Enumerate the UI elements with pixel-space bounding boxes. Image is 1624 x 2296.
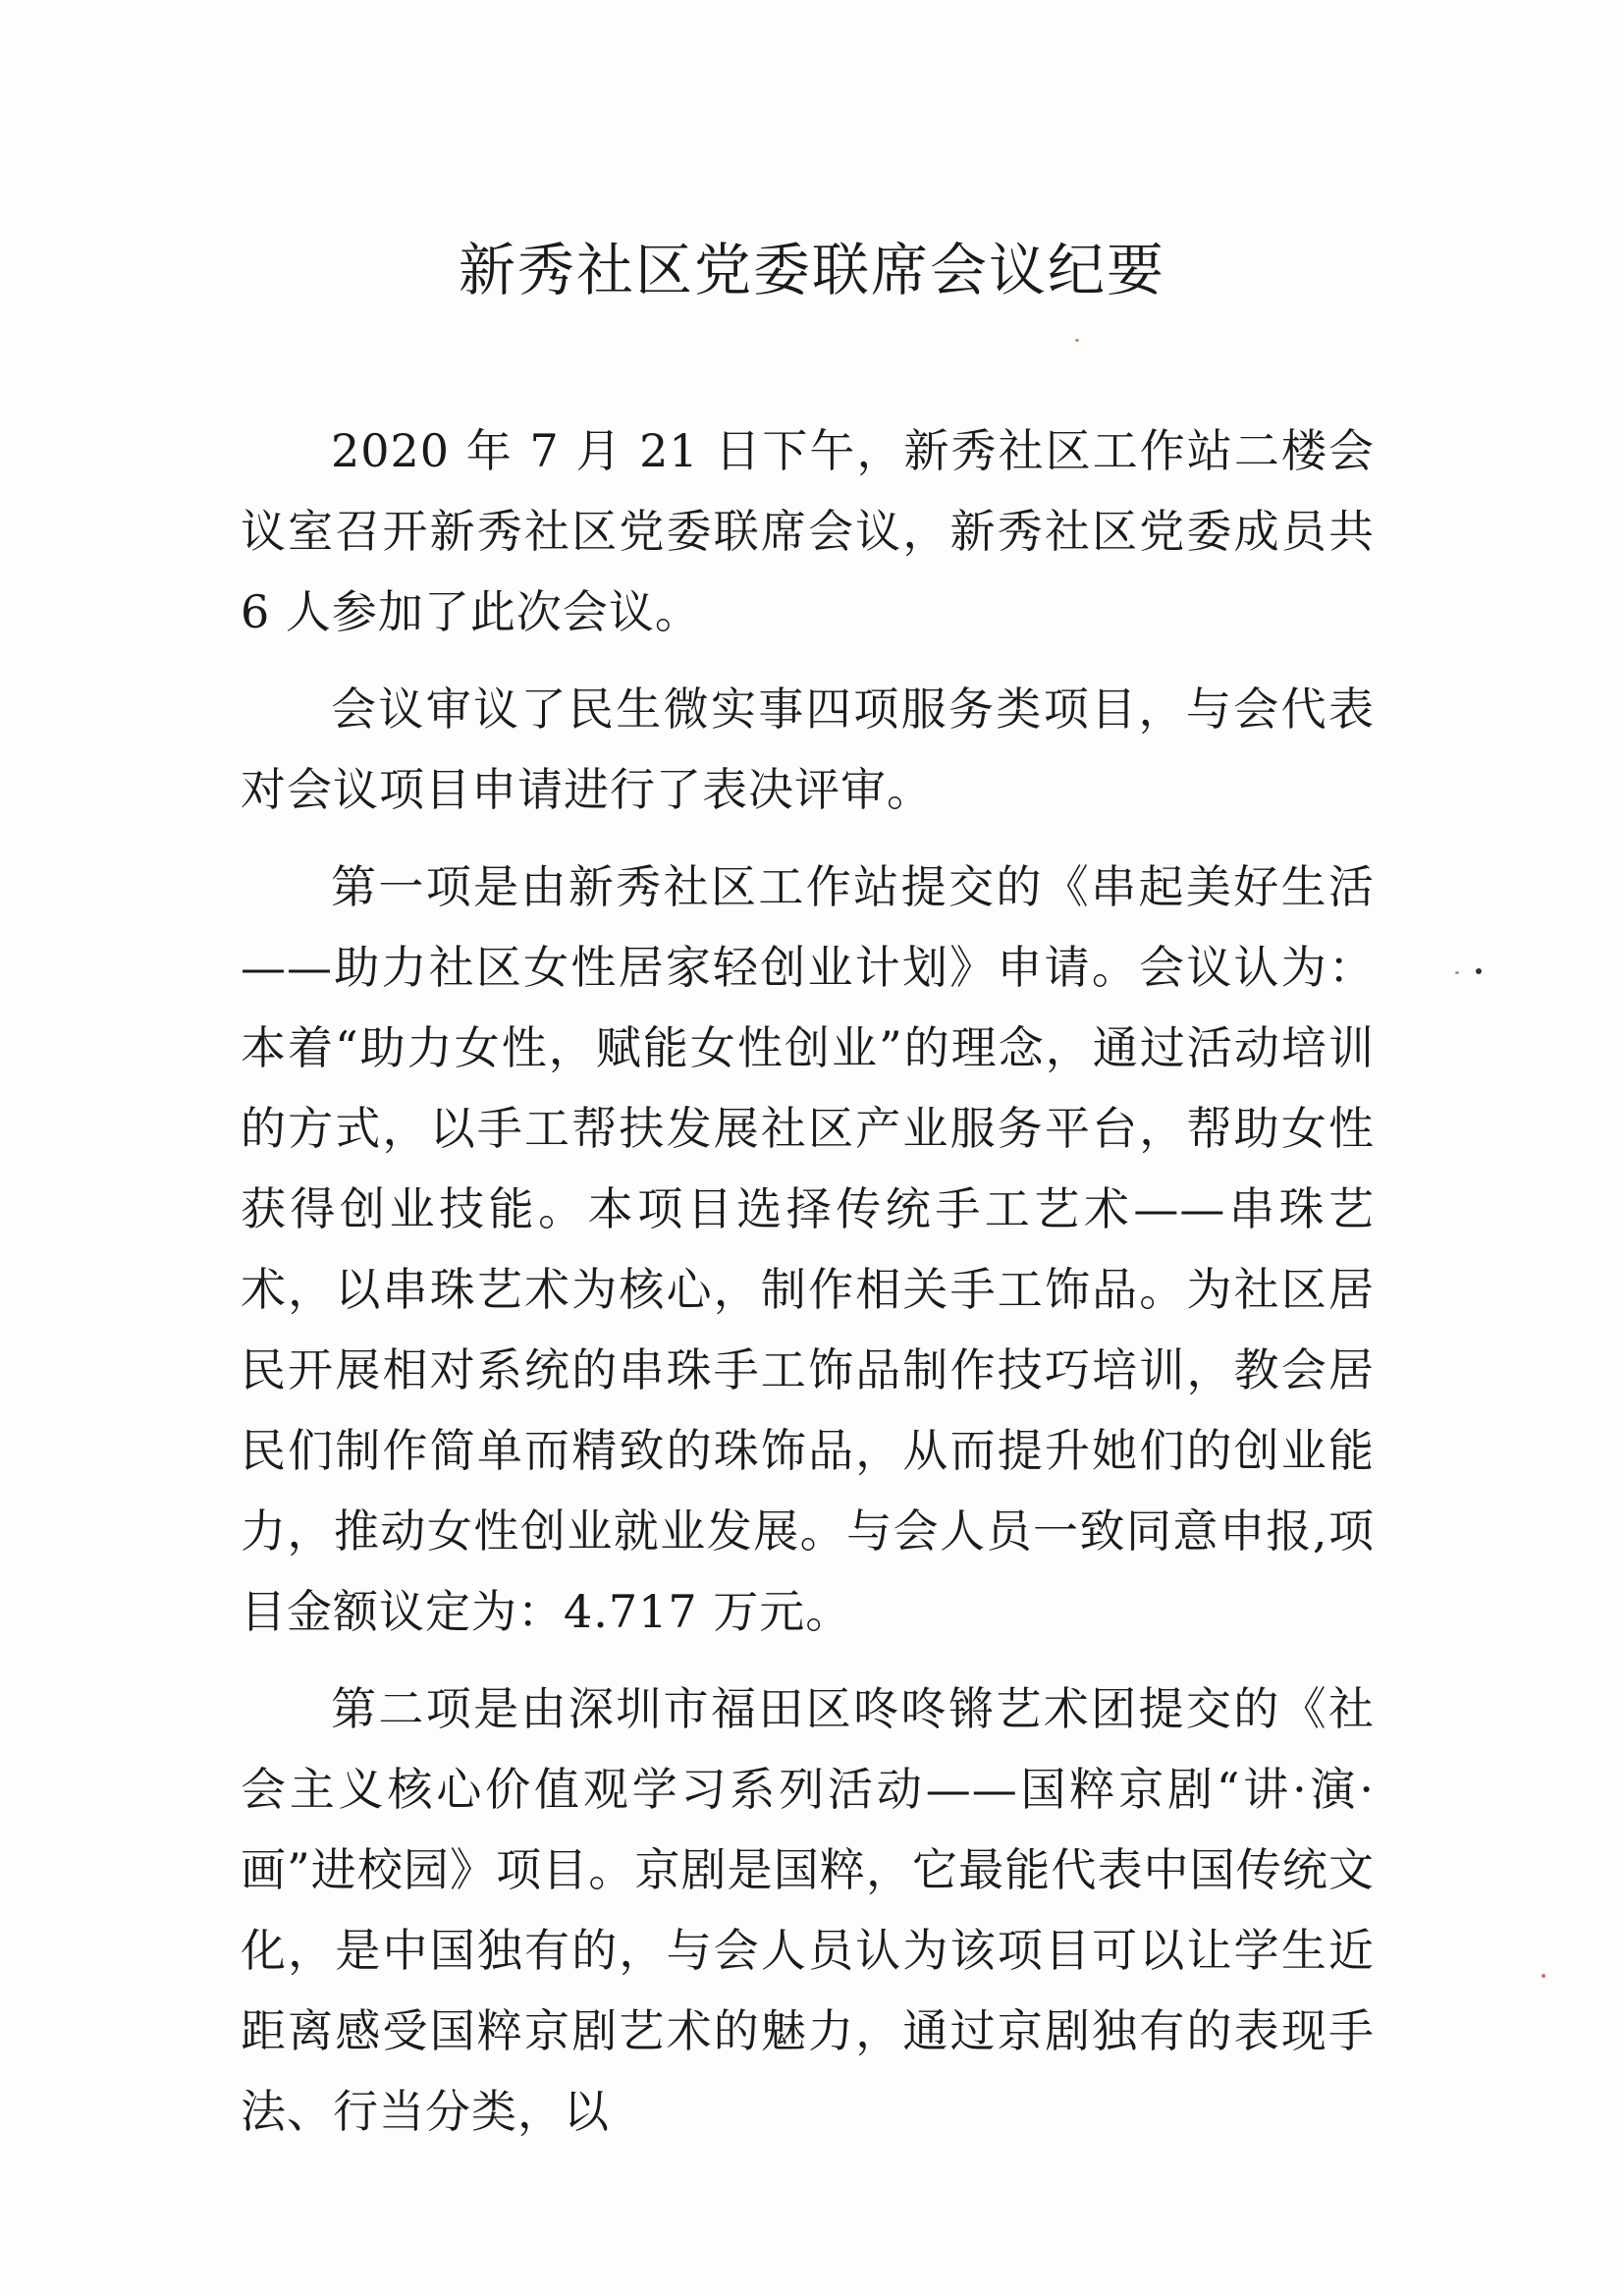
document-title: 新秀社区党委联席会议纪要 (458, 237, 1165, 303)
paragraph-review-summary: 会议审议了民生微实事四项服务类项目，与会代表对会议项目申请进行了表决评审。 (241, 683, 1375, 816)
scan-speck (1075, 339, 1079, 342)
scan-speck (1542, 1974, 1545, 1978)
document-body (241, 410, 1375, 2168)
paragraph-item-one: 第一项是由新秀社区工作站提交的《串起美好生活——助力社区女性居家轻创业计划》申请。会议认为：本着“助力女性，赋能女性创业”的理念，通过活动培训的方式，以手工帮扶发展社区产业服务平台，帮助女性获得创业技能。本项目选择传统手工艺术——串珠艺术，以串珠艺术为核心，制作相关手工饰品。为社区居民开展相对系统的串珠手工饰品制作技巧培训，教会居民们制作简单而精致的珠饰品，从而提升她们的创业能力，推动女性创业就业发展。与会人员一致同意申报,项目金额议定为：4.717 万元。 (241, 860, 1375, 1638)
scan-speck (1476, 968, 1482, 974)
paragraph-item-two: 第二项是由深圳市福田区咚咚锵艺术团提交的《社会主义核心价值观学习系列活动——国粹京剧“讲·演·画”进校园》项目。京剧是国粹，它最能代表中国传统文化，是中国独有的，与会人员认为该项目可以让学生近距离感受国粹京剧艺术的魅力，通过京剧独有的表现手法、行当分类，以 (241, 1682, 1375, 2138)
scan-speck (1455, 971, 1459, 974)
paragraph-meeting-info: 2020 年 7 月 21 日下午，新秀社区工作站二楼会议室召开新秀社区党委联席会议，新秀社区党委成员共 6 人参加了此次会议。 (241, 424, 1375, 638)
